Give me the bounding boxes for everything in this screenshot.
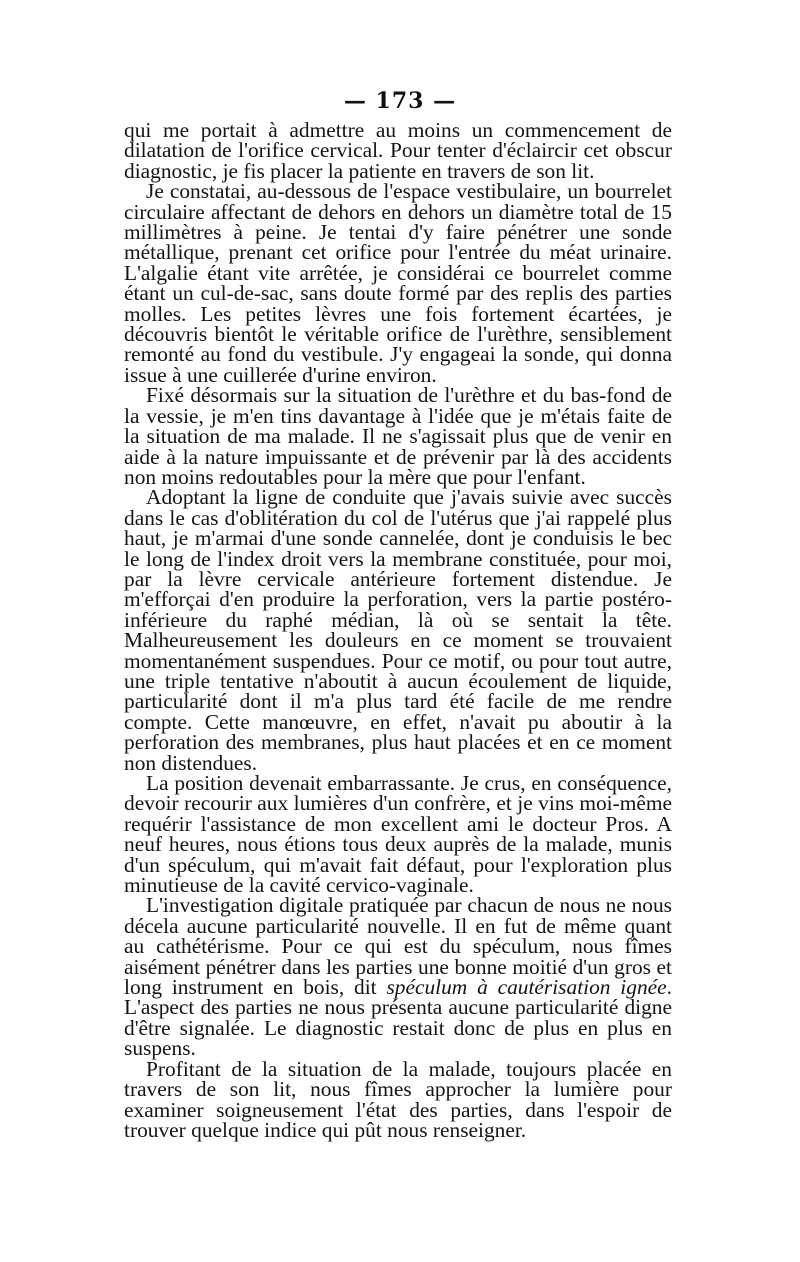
paragraph-speculum-text-after: . L'aspect des parties ne nous présenta aucune particularité digne d'être signalée. Le diagnostic restait donc de plus en plus en suspens. (124, 975, 672, 1061)
paragraph-urethre: Fixé désormais sur la situation de l'urèthre et du bas-fond de la vessie, je m'en tins davantage à l'idée que je m'étais faite de la situation de ma malade. Il ne s'agissait plus que de venir en aide à la nature impuissante et de prévenir par là des accidents non moins redoutables pour la mère que pour l'enfant. (124, 383, 672, 489)
paragraph-confrere: La position devenait embarrassante. Je crus, en conséquence, devoir recourir aux lumières d'un confrère, et je vins moi-même requérir l'assistance de mon excellent ami le docteur Pros. A neuf heures, nous étions tous deux auprès de la malade, munis d'un spéculum, qui m'avait fait défaut, pour l'exploration plus minutieuse de la cavité cervico-vaginale. (124, 771, 672, 898)
paragraph-speculum (124, 893, 672, 1061)
body-text (124, 120, 672, 1140)
paragraph-sonde-cannelee: Adoptant la ligne de conduite que j'avais suivie avec succès dans le cas d'oblitération du col de l'utérus que j'ai rappelé plus haut, je m'armai d'une sonde cannelée, dont je conduisis le bec le long de l'index droit vers la membrane constituée, pour moi, par la lèvre cervicale antérieure fortement distendue. Je m'efforçai d'en produire la perforation, vers la partie postéro-inférieure du raphé médian, là où se sentait la tête. Malheureusement les douleurs en ce moment se trouvaient momentanément suspendues. Pour ce motif, ou pour tout autre, une triple tentative n'aboutit à aucun écoulement de liquide, particularité dont il m'a plus tard été facile de me rendre compte. Cette manœuvre, en effet, n'avait pu aboutir à la perforation des membranes, plus haut placées et en ce moment non distendues. (124, 485, 672, 775)
paragraph-speculum-text-before: L'investigation digitale pratiquée par chacun de nous ne nous décela aucune particularité nouvelle. Il en fut de même quant au cathétérisme. Pour ce qui est du spéculum, nous fîmes aisément pénétrer dans les parties une bonne moitié d'un gros et long instrument en bois, dit (124, 893, 672, 1000)
page-number: — 173 — (343, 88, 457, 114)
paragraph-speculum-italic: spéculum à cautérisation ignée (386, 975, 667, 1000)
paragraph-continuation: qui me portait à admettre au moins un commencement de dilatation de l'orifice cervical. Pour tenter d'éclaircir cet obscur diagnostic, je fis placer la patiente en travers de son lit. (124, 118, 672, 183)
paragraph-bourrelet: Je constatai, au-dessous de l'espace vestibulaire, un bourrelet circulaire affectant de dehors en dehors un diamètre total de 15 millimètres à peine. Je tentai d'y faire pénétrer une sonde métallique, prenant cet orifice pour l'entrée du méat urinaire. L'algalie étant vite arrêtée, je considérai ce bourrelet comme étant un cul-de-sac, sans doute formé par des replis des parties molles. Les petites lèvres une fois fortement écartées, je découvris bientôt le véritable orifice de l'urèthre, sensiblement remonté au fond du vestibule. J'y engageai la sonde, qui donna issue à une cuillerée d'urine environ. (124, 179, 672, 387)
paragraph-lumiere: Profitant de la situation de la malade, toujours placée en travers de son lit, nous fîmes approcher la lumière pour examiner soigneusement l'état des parties, dans l'espoir de trouver quelque indice qui pût nous renseigner. (124, 1056, 672, 1142)
